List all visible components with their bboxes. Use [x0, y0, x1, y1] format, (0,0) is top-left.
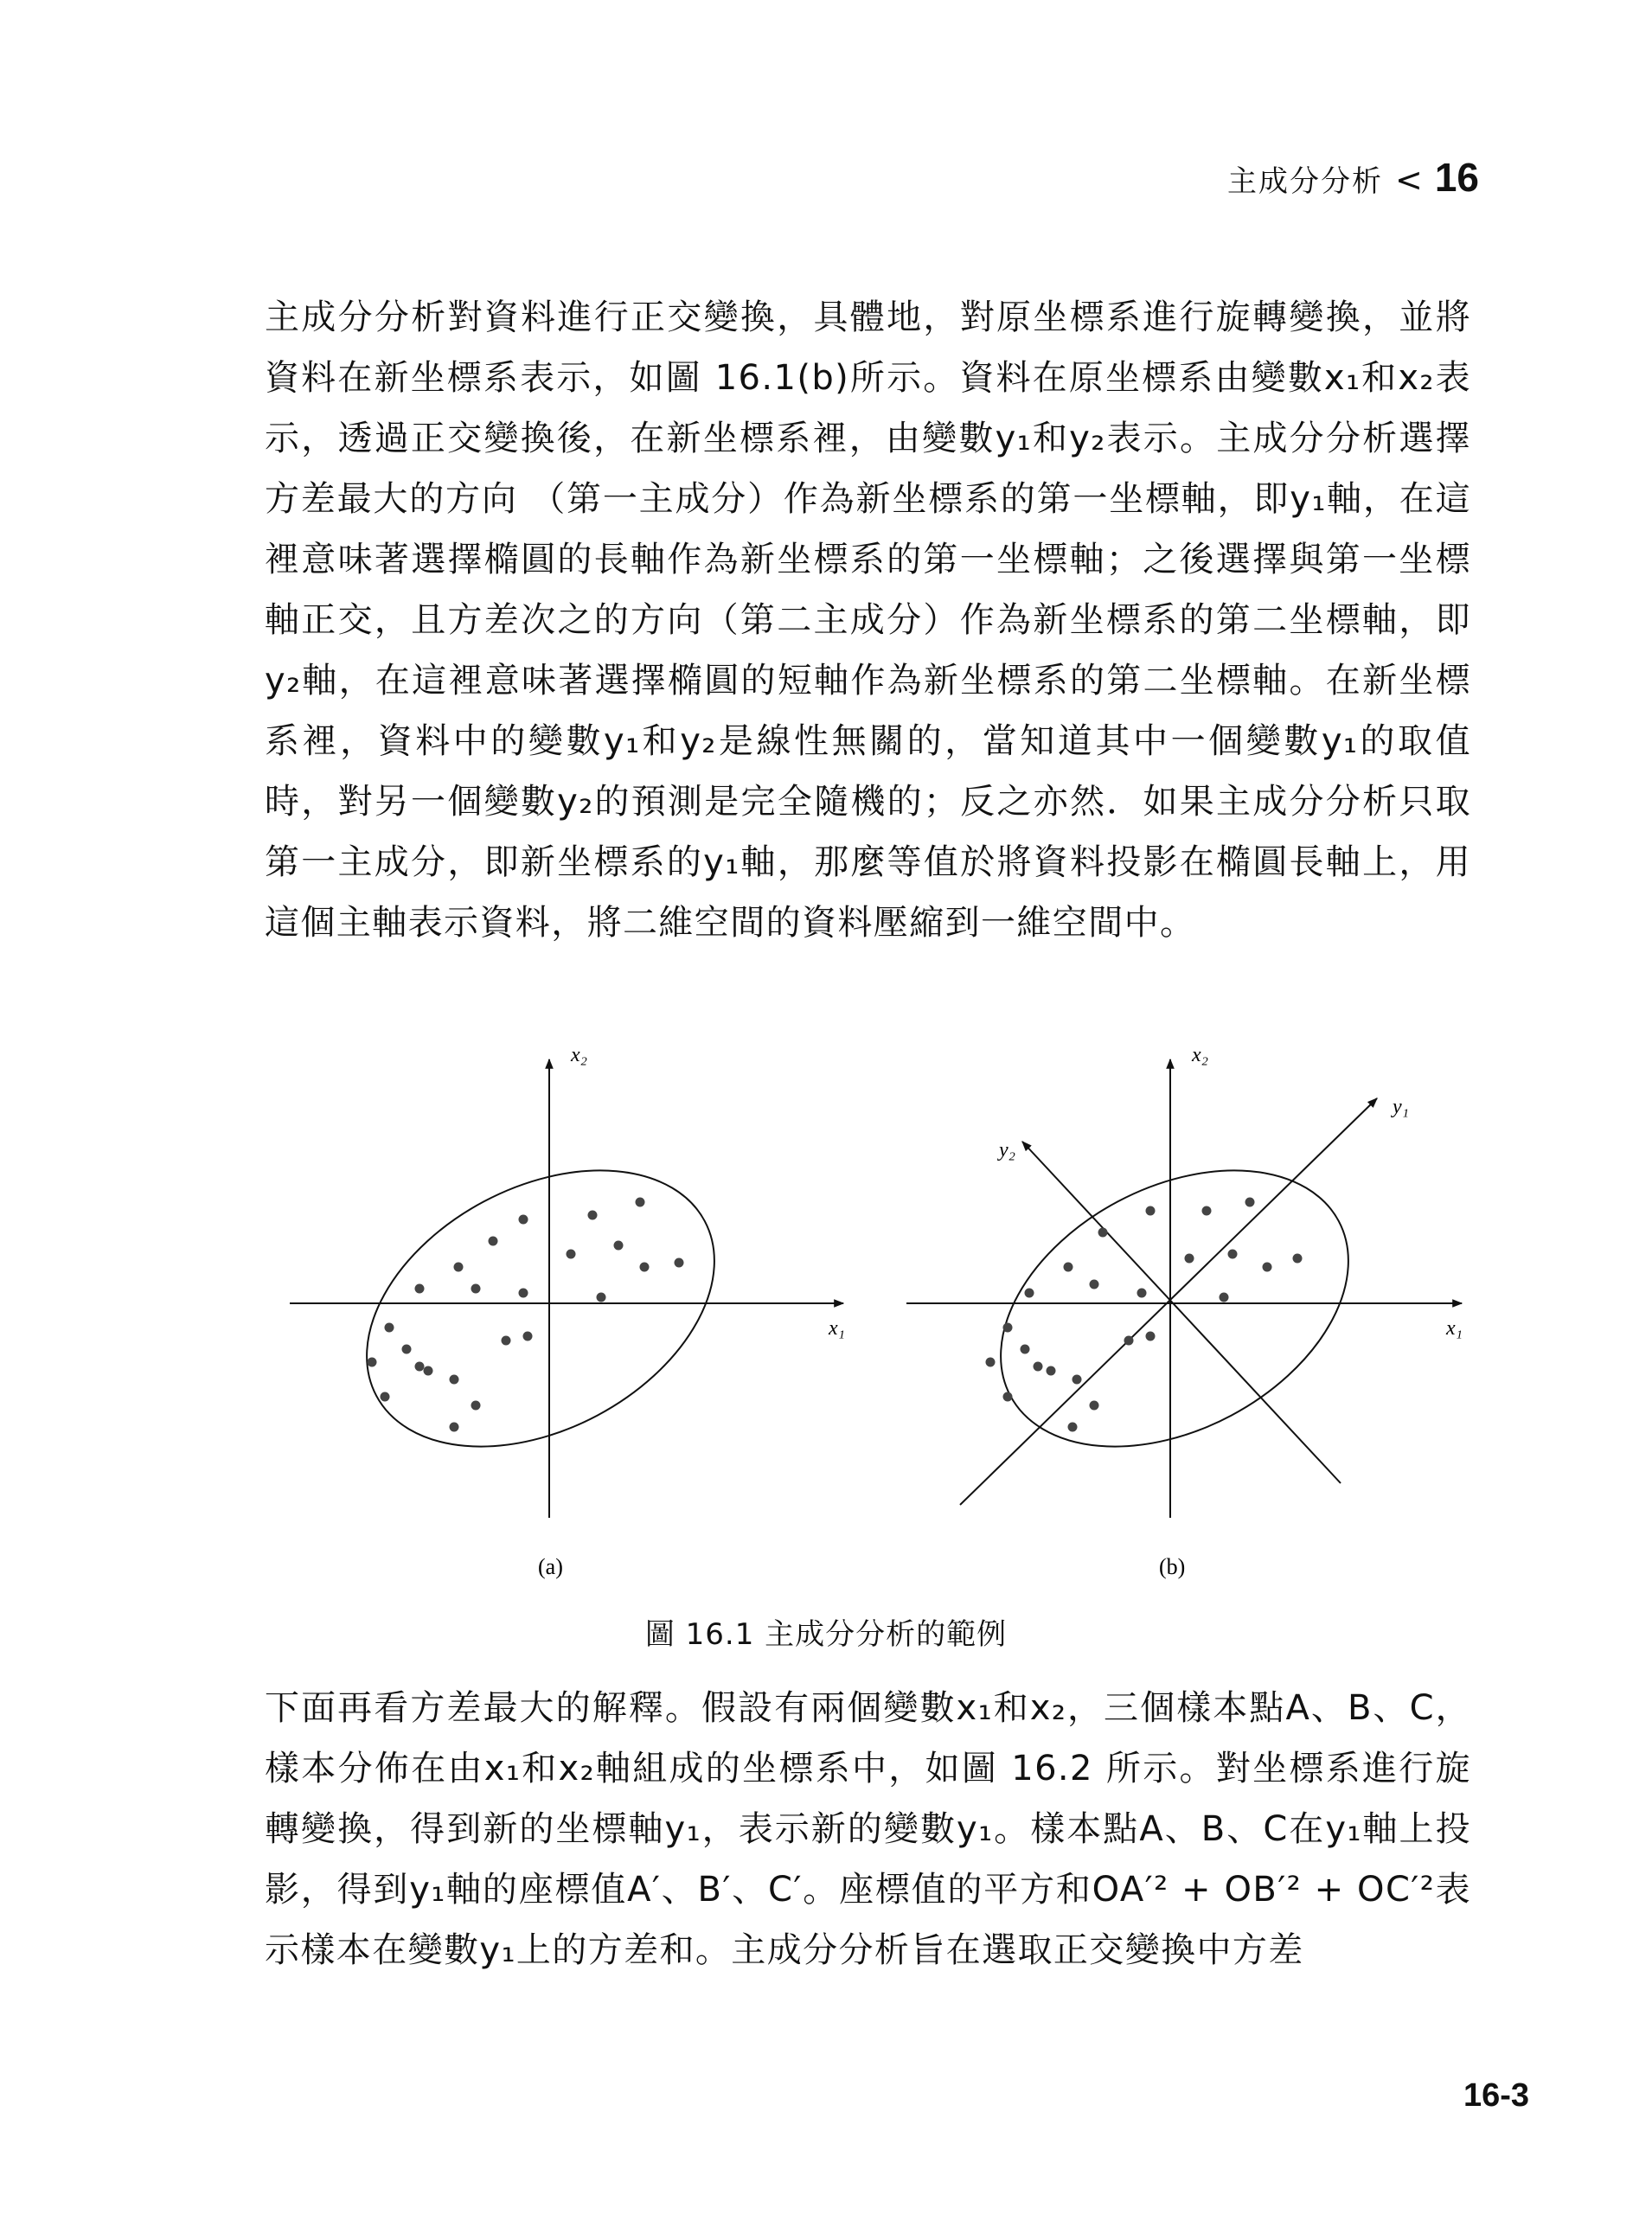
x1-label-b: x₁ — [1446, 1317, 1463, 1340]
scatter-point — [597, 1293, 606, 1302]
x2-label-a: x₂ — [571, 1044, 587, 1066]
scatter-point — [588, 1211, 598, 1220]
scatter-point — [1090, 1280, 1099, 1289]
panel-a — [290, 1044, 845, 1579]
scatter-point — [519, 1215, 528, 1225]
scatter-point — [415, 1362, 425, 1372]
scatter-point — [415, 1284, 425, 1294]
y2-label-b: y₂ — [999, 1139, 1015, 1161]
scatter-point — [1003, 1392, 1013, 1402]
scatter-point — [1068, 1423, 1078, 1432]
scatter-point — [1025, 1289, 1034, 1298]
scatter-point — [614, 1241, 624, 1251]
data-points-a — [368, 1198, 684, 1432]
scatter-point — [1124, 1336, 1134, 1346]
chapter-title: 主成分分析 — [1226, 164, 1383, 199]
scatter-point — [424, 1366, 433, 1376]
panel-b-label: (b) — [1159, 1554, 1186, 1579]
scatter-point — [381, 1392, 390, 1402]
scatter-point — [636, 1198, 645, 1207]
y1-axis-b — [960, 1098, 1377, 1505]
scatter-point — [1137, 1289, 1147, 1298]
page-number: 16-3 — [1463, 2077, 1529, 2114]
scatter-point — [640, 1263, 650, 1272]
scatter-point — [986, 1358, 996, 1367]
scatter-point — [454, 1263, 464, 1272]
scatter-point — [1245, 1198, 1255, 1207]
scatter-point — [471, 1401, 481, 1411]
scatter-point — [675, 1258, 684, 1268]
running-header — [1227, 154, 1479, 201]
scatter-point — [1003, 1323, 1013, 1333]
scatter-point — [1263, 1263, 1272, 1272]
header-separator: < — [1394, 161, 1423, 199]
x1-label-a: x₁ — [829, 1317, 845, 1340]
scatter-point — [1185, 1254, 1194, 1264]
scatter-point — [1047, 1366, 1056, 1376]
body-paragraph-1: 主成分分析對資料進行正交變換，具體地，對原坐標系進行旋轉變換，並將資料在新坐標系表示，如圖 16.1(b)所示。資料在原坐標系由變數x₁和x₂表示，透過正交變換後，在新坐標系裡，由變數y₁和y₂表示。主成分分析選擇方差最大的方向 （第一主成分）作為新坐標系的第一坐標軸，即y₁軸，在這裡意味著選擇橢圓的長軸作為新坐標系的第一坐標軸；之後選擇與第一坐標軸正交，且方差次之的方向（第二主成分）作為新坐標系的第二坐標軸，即y₂軸，在這裡意味著選擇橢圓的短軸作為新坐標系的第二坐標軸。在新坐標系裡，資料中的變數y₁和y₂是線性無關的，當知道其中一個變數y₁的取值時，對另一個變數y₂的預測是完全隨機的；反之亦然．如果主成分分析只取第一主成分，即新坐標系的y₁軸，那麼等值於將資料投影在橢圓長軸上，用這個主軸表示資料，將二維空間的資料壓縮到一維空間中。 — [265, 298, 1471, 943]
scatter-point — [1220, 1293, 1229, 1302]
scatter-point — [471, 1284, 481, 1294]
scatter-point — [1034, 1362, 1043, 1372]
data-ellipse-a — [319, 1114, 761, 1502]
panel-b — [906, 1044, 1463, 1579]
scatter-point — [489, 1237, 498, 1246]
figure-caption: 圖 16.1 主成分分析的範例 — [644, 1617, 1008, 1652]
scatter-point — [1146, 1206, 1156, 1216]
scatter-point — [1064, 1263, 1073, 1272]
scatter-point — [402, 1345, 412, 1354]
scatter-point — [1098, 1228, 1108, 1238]
scatter-point — [567, 1250, 576, 1259]
scatter-point — [368, 1358, 377, 1367]
scatter-point — [1073, 1375, 1082, 1385]
scatter-point — [450, 1375, 459, 1385]
chapter-number: 16 — [1434, 155, 1479, 200]
scatter-point — [1202, 1206, 1212, 1216]
scatter-point — [1293, 1254, 1303, 1264]
scatter-point — [502, 1336, 511, 1346]
y2-axis-b — [1022, 1142, 1341, 1483]
scatter-point — [385, 1323, 394, 1333]
scatter-point — [1228, 1250, 1238, 1259]
scatter-point — [523, 1332, 533, 1341]
panel-a-label: (a) — [538, 1554, 563, 1579]
scatter-point — [1146, 1332, 1156, 1341]
x2-label-b: x₂ — [1192, 1044, 1208, 1066]
scatter-point — [1090, 1401, 1099, 1411]
scatter-point — [450, 1423, 459, 1432]
body-paragraph-2: 下面再看方差最大的解釋。假設有兩個變數x₁和x₂，三個樣本點A、B、C，樣本分佈在由x₁和x₂軸組成的坐標系中，如圖 16.2 所示。對坐標系進行旋轉變換，得到新的坐標軸y₁，表示新的變數y₁。樣本點A、B、C在y₁軸上投影，得到y₁軸的座標值A′、B′、C′。座標值的平方和OA′² + OB′² + OC′²表示樣本在變數y₁上的方差和。主成分分析旨在選取正交變換中方差 — [265, 1688, 1471, 1970]
scatter-point — [1021, 1345, 1030, 1354]
y1-label-b: y₁ — [1393, 1096, 1409, 1118]
data-ellipse-b — [953, 1114, 1395, 1502]
figure-16-1 — [277, 1033, 1470, 1596]
scatter-point — [519, 1289, 528, 1298]
data-points-b — [986, 1198, 1303, 1432]
